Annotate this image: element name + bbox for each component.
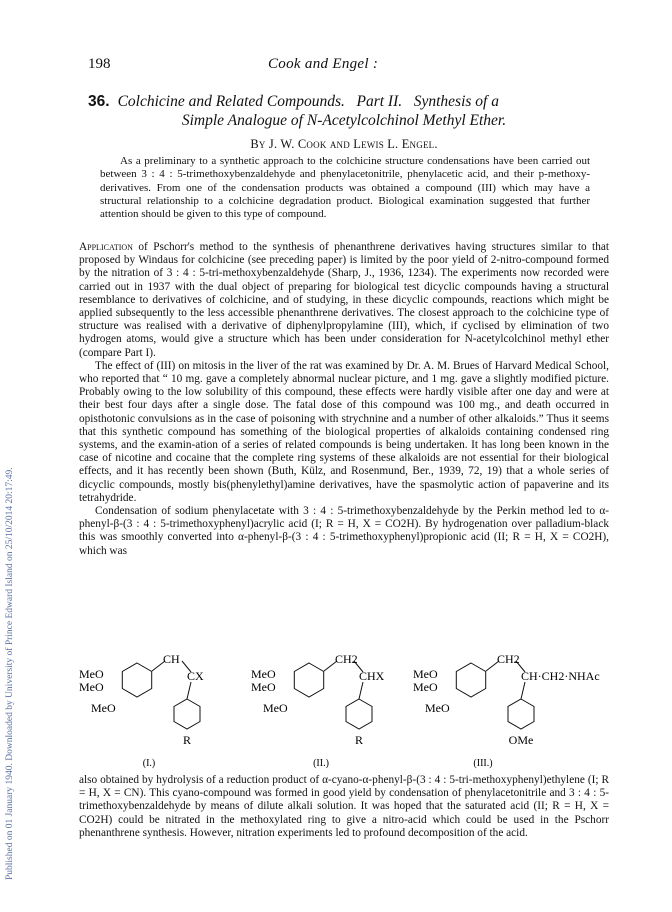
methoxy-label: MeO (413, 680, 438, 694)
structure-label: (III.) (473, 758, 493, 769)
para-substituent: OMe (508, 733, 534, 747)
benzene-ring-left (294, 663, 323, 697)
structure-label: (II.) (313, 758, 329, 769)
body-upper (79, 241, 609, 558)
methoxy-label: MeO (91, 701, 116, 715)
body-lower (79, 774, 609, 840)
paragraph-1-lead: Application (79, 241, 133, 253)
bond (521, 682, 525, 699)
download-watermark: Published on 01 January 1940. Downloaded by University of Prince Edward Island on 25/10/2014 20:17:49. (5, 467, 15, 880)
benzene-ring-right (346, 699, 372, 729)
structure-label: (I.) (142, 758, 156, 769)
paragraph-4: also obtained by hydrolysis of a reduction product of α-cyano-α-phenyl-β-(3 : 4 : 5-tri-methoxyphenyl)ethylene (I; R = H, X = CN). This cyano-compound was formed in good yield by condensation of phenylacetonitrile and 3 : 4 : 5-trimethoxybenzaldehyde by means of dilute alkali solution. It was hoped that the saturated acid (II; R = H, X = CO2H) could be nitrated in the methoxylated ring to give a nitro-acid which could be used in the Pschorr phenanthrene synthesis. However, nitration experiments led to profound decomposition of the acid. (79, 774, 609, 839)
paragraph-3: Condensation of sodium phenylacetate with 3 : 4 : 5-trimethoxybenzaldehyde by the Perkin method led to α-phenyl-β-(3 : 4 : 5-trimethoxyphenyl)acrylic acid (I; R = H, X = CO2H). By hydrogenation over palladium-black this was smoothly converted into α-phenyl-β-(3 : 4 : 5-trimethoxyphenyl)propionic acid (II; R = H, X = CO2H), which was (79, 505, 609, 557)
methoxy-label: MeO (251, 667, 276, 681)
para-substituent: R (354, 733, 364, 747)
structures-svg (79, 652, 609, 770)
methoxy-label: MeO (413, 667, 438, 681)
page-header (88, 56, 608, 76)
running-head: Cook and Engel : (268, 56, 379, 72)
paragraph-2: The effect of (III) on mitosis in the liver of the rat was examined by Dr. A. M. Brues of Harvard Medical School, who reported that “ 10 mg. gave a completely abnormal nuclear picture, and 1 mg. gave a slightly modified picture. Probably owing to the low solubility of this compound, these effects were hardly visible after one day and were at their best four days after a single dose. The fatal dose of this compound was 100 mg., and death occurred in opisthotonic convulsions as in the case of poisoning with strychnine and a number of other alkaloids.” Thus it seems that this synthetic compound has something of the biological properties of alkaloids containing condensed ring systems, and the examin-ation of a series of related compounds is being undertaken. It has long been known in the case of nicotine and cocaine that the complete ring systems of these alkaloids are not essential for their biological effects, and it has recently been shown (Buth, Külz, and Rosenmund, Ber., 1939, 72, 19) that a whole series of dicyclic compounds, mostly bis(phenylethyl)amine derivatives, have the spasmolytic action of papaverine and its tetrahydride. (79, 359, 609, 504)
article-title-line-1 (80, 92, 608, 111)
benzene-ring-left (122, 663, 151, 697)
bridge-group: CH (163, 652, 180, 666)
side-group: CH·CH2·NHAc (521, 669, 600, 683)
para-substituent: R (182, 733, 192, 747)
article-authors: By J. W. Cook and Lewis L. Engel. (250, 137, 438, 151)
paragraph-1-text: of Pschorr's method to the synthesis of phenanthrene derivatives having structures similar to that proposed by Windaus for colchicine (see preceding paper) is limited by the poor yield of 2-nitro-compound formed by the nitration of 3 : 4 : 5-tri-methoxybenzaldehyde (Sharp, J., 1936, 1234). The experiments now recorded were carried out in 1937 with the dual object of preparing for biological test dicyclic compounds having a structural resemblance to derivatives of colchicine, and of studying, in these dicyclic compounds, reactions which might be applied subsequently to the less accessible phenanthrene derivatives. The closest approach to the colchicine type of structure was realised with a derivative of diphenylpropylamine (III), which, if cyclised by elimination of two hydrogen atoms, would give a structure which has been under consideration for N-acetylcolchinol methyl ether (compare Part I). (79, 241, 609, 359)
article-number: 36. (88, 93, 110, 110)
side-group: CHX (359, 669, 385, 683)
bond (359, 682, 363, 699)
paragraph-1 (79, 241, 609, 360)
benzene-ring-right (174, 699, 200, 729)
structure-3 (413, 652, 600, 769)
methoxy-label: MeO (425, 701, 450, 715)
chemical-structures (79, 652, 609, 770)
methoxy-label: MeO (79, 667, 104, 681)
benzene-ring-left (456, 663, 485, 697)
structure-2 (251, 652, 385, 769)
side-group: CX (187, 669, 204, 683)
article-title-text-1: Colchicine and Related Compounds. Part II. Synthesis of a (117, 93, 499, 110)
methoxy-label: MeO (79, 680, 104, 694)
page-number: 198 (88, 56, 111, 72)
bridge-group: CH2 (497, 652, 520, 666)
structure-1 (79, 652, 204, 769)
benzene-ring-right (508, 699, 534, 729)
bridge-group: CH2 (335, 652, 358, 666)
article-title-line-2: Simple Analogue of N-Acetylcolchinol Methyl Ether. (181, 112, 507, 129)
article-title-block (80, 92, 608, 152)
abstract: As a preliminary to a synthetic approach to the colchicine structure condensations have been carried out between 3 : 4 : 5-trimethoxybenzaldehyde and phenylacetonitrile, phenylacetic acid, and their p-methoxy-derivatives. From one of the condensation products was obtained a compound (III) which may have a structural relationship to a colchicine degradation product. Biological examination suggested that further attention should be given to this type of compound. (100, 155, 590, 221)
methoxy-label: MeO (263, 701, 288, 715)
bond (187, 682, 191, 699)
methoxy-label: MeO (251, 680, 276, 694)
